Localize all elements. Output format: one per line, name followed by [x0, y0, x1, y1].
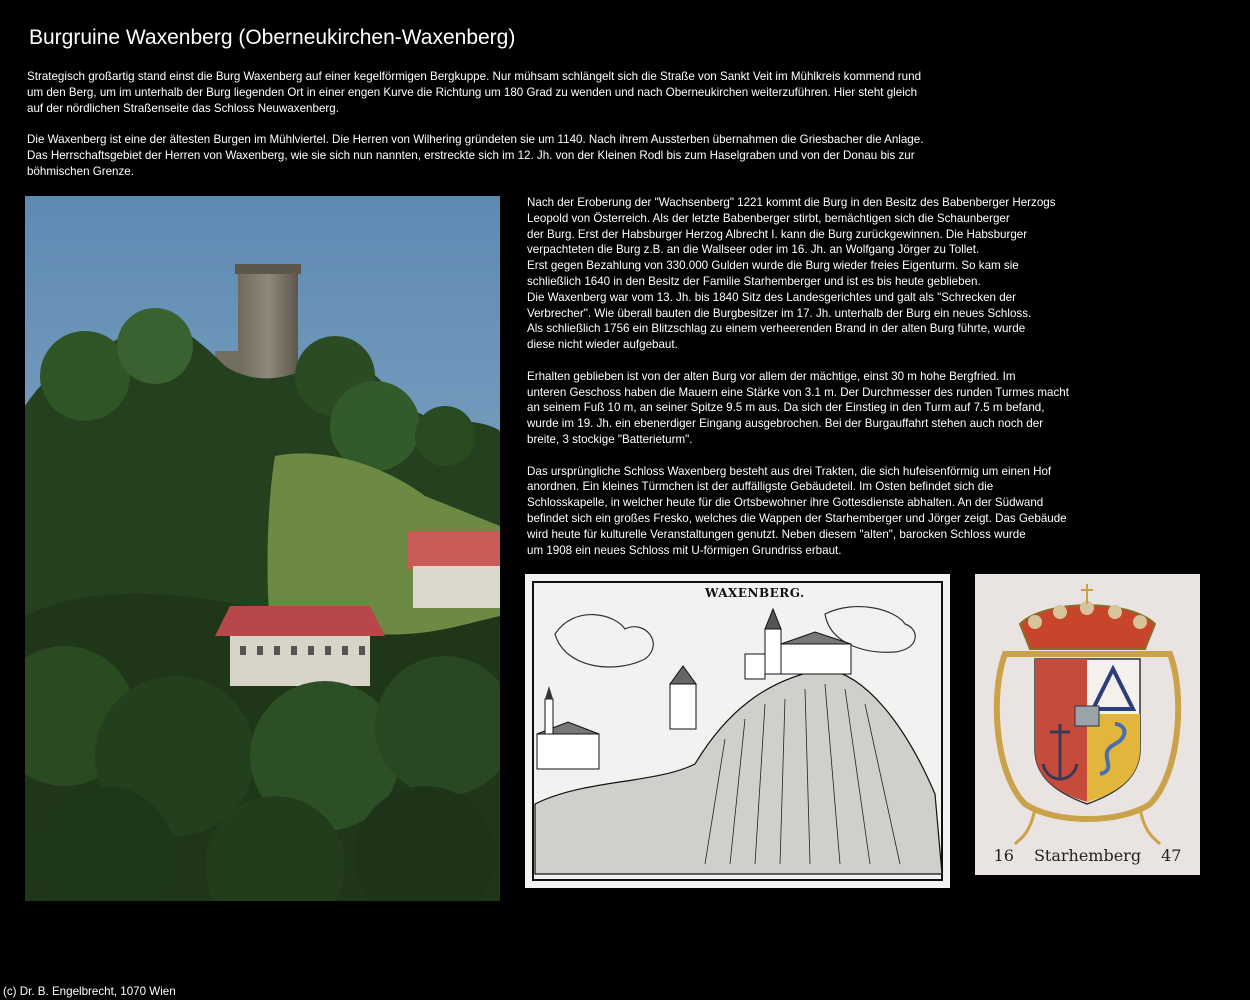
- text-line: wurde im 19. Jh. ein ebenerdiger Eingang ausgebrochen. Bei der Burgauffahrt stehen auch noch der: [527, 417, 1044, 431]
- history-paragraph-1: [527, 195, 1117, 353]
- intro-text: [27, 69, 987, 195]
- text-line: Strategisch großartig stand einst die Burg Waxenberg auf einer kegelförmigen Bergkuppe. Nur mühsam schlängelt sich die Straße von Sankt Veit im Mühlkreis kommend rund: [27, 70, 922, 83]
- coat-of-arms-label: [975, 846, 1200, 865]
- castle-ruin-photo[interactable]: [25, 196, 500, 901]
- page-title: Burgruine Waxenberg (Oberneukirchen-Waxenberg): [29, 26, 516, 49]
- text-line: Die Waxenberg ist eine der ältesten Burgen im Mühlviertel. Die Herren von Wilhering gründeten sie um 1140. Nach ihrem Aussterben übernahmen die Griesbacher die Anlage.: [27, 133, 924, 147]
- text-line: um den Berg, um im unterhalb der Burg liegenden Ort in einer engen Kurve die Richtung um 180 Grad zu wenden und nach Oberneukirchen weiterzuführen. Hier steht gleich: [27, 85, 918, 99]
- text-line: an seinem Fuß 10 m, an seiner Spitze 9.5 m aus. Da sich der Einstieg in den Turm auf 7.5 m befand,: [527, 401, 1045, 415]
- text-line: um 1908 ein neues Schloss mit U-förmigen Grundriss erbaut.: [527, 543, 842, 557]
- text-line: befindet sich ein großes Fresko, welches die Wappen der Starhemberger und Jörger zeigt. Das Gebäude: [527, 511, 1067, 525]
- text-line: unteren Geschoss haben die Mauern eine Stärke von 3.1 m. Der Durchmesser des runden Turmes macht: [527, 385, 1069, 399]
- coat-family-name: Starhemberg: [1033, 846, 1142, 865]
- coat-year-left: 16: [993, 846, 1014, 865]
- text-line: diese nicht wieder aufgebaut.: [527, 338, 678, 352]
- text-line: anordnen. Ein kleines Türmchen ist der auffälligste Gebäudeteil. Im Osten befindet sich die: [527, 480, 994, 494]
- history-paragraph-2: [527, 369, 1117, 448]
- castle-ruin-photo-graphic: [25, 196, 500, 901]
- text-line: Schlosskapelle, in welcher heute für die Ortsbewohner ihre Gottesdienste abhalten. An der Südwand: [527, 496, 1044, 510]
- text-line: Als schließlich 1756 ein Blitzschlag zu einem verheerenden Brand in der alten Burg führte, wurde: [527, 322, 1026, 336]
- engraving-graphic: [525, 574, 950, 888]
- history-paragraph-3: [527, 464, 1117, 559]
- history-text: [527, 195, 1117, 574]
- text-line: auf der nördlichen Straßenseite das Schloss Neuwaxenberg.: [27, 101, 339, 115]
- text-line: Erst gegen Bezahlung von 330.000 Gulden wurde die Burg wieder freies Eigenturm. So kam sie: [527, 259, 1019, 273]
- starhemberg-coat-of-arms-image[interactable]: [975, 574, 1200, 875]
- text-line: böhmischen Grenze.: [27, 164, 134, 178]
- text-line: verpachteten die Burg z.B. an die Wallseer oder im 16. Jh. an Wolfgang Jörger zu Tollet.: [527, 243, 980, 257]
- text-line: schließlich 1640 in den Besitz der Familie Starhemberger und ist es bis heute geblieben.: [527, 274, 981, 288]
- copyright-footer: (c) Dr. B. Engelbrecht, 1070 Wien: [3, 985, 176, 998]
- text-line: Erhalten geblieben ist von der alten Burg vor allem der mächtige, einst 30 m hohe Bergfried. Im: [527, 369, 1016, 383]
- intro-paragraph-1: [27, 69, 987, 116]
- text-line: Das ursprüngliche Schloss Waxenberg besteht aus drei Trakten, die sich hufeisenförmig um einen Hof: [527, 464, 1052, 478]
- intro-paragraph-2: [27, 132, 987, 179]
- text-line: breite, 3 stockige "Batterieturm".: [527, 432, 693, 446]
- text-line: Verbrecher". Wie überall bauten die Burgbesitzer im 17. Jh. unterhalb der Burg ein neues Schloss.: [527, 306, 1032, 320]
- castle-engraving-image[interactable]: [525, 574, 950, 888]
- text-line: Das Herrschaftsgebiet der Herren von Waxenberg, wie sie sich nun nannten, erstreckte sich im 12. Jh. von der Kleinen Rodl bis zum Haselgraben und von der Donau bis zur: [27, 148, 915, 162]
- text-line: wird heute für kulturelle Veranstaltungen genutzt. Neben diesem "alten", barocken Schloss wurde: [527, 527, 1026, 541]
- coat-year-right: 47: [1161, 846, 1182, 865]
- coat-of-arms-graphic: [975, 574, 1200, 875]
- text-line: der Burg. Erst der Habsburger Herzog Albrecht I. kann die Burg zurückgewinnen. Die Habsburger: [527, 227, 1028, 241]
- text-line: Nach der Eroberung der "Wachsenberg" 1221 kommt die Burg in den Besitz des Babenberger Herzogs: [527, 196, 1056, 209]
- engraving-caption: WAXENBERG.: [705, 586, 805, 600]
- text-line: Die Waxenberg war vom 13. Jh. bis 1840 Sitz des Landesgerichtes und galt als "Schrecken der: [527, 290, 1016, 304]
- text-line: Leopold von Österreich. Als der letzte Babenberger stirbt, bemächtigen sich die Schaunberger: [527, 211, 1010, 225]
